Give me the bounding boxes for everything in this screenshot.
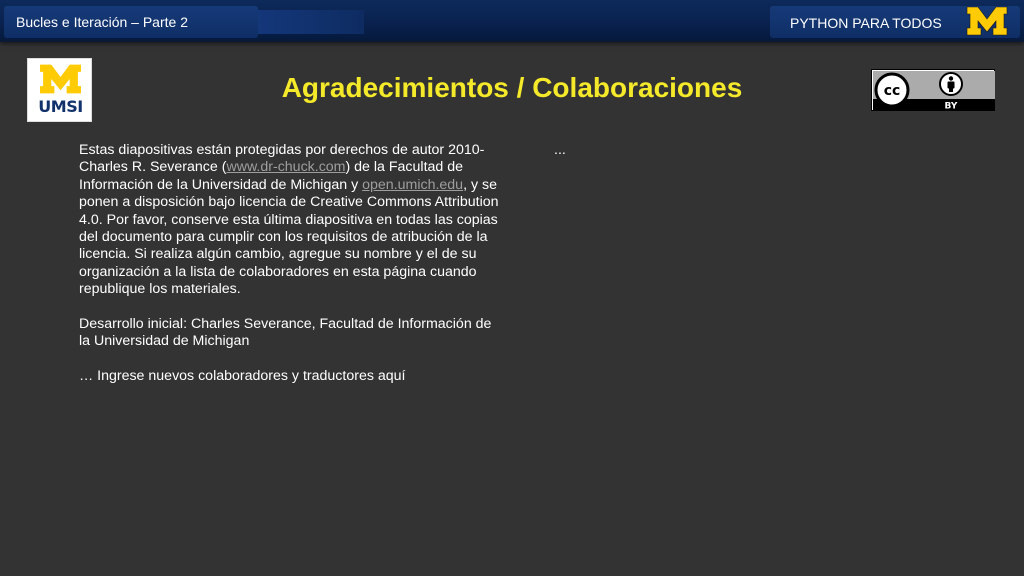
open-umich-link[interactable]: open.umich.edu [362, 176, 464, 193]
course-name: PYTHON PARA TODOS [790, 15, 942, 31]
header-bar [0, 0, 1024, 42]
header-title-tail [258, 10, 364, 34]
by-text: BY [944, 101, 958, 112]
contributors-list: ... [554, 142, 566, 158]
license-text-3: , y se ponen a disposición bajo licencia de Creative Commons Attribution 4.0. Por favor, conserve esta última diapositiva en todas las copias del documento para cumplir con los requisitos de atribución de la licencia. Si realiza algún cambio, agregue su nombre y el de su organización a la lista de colaboradores en esta página cuando republique los materiales. [79, 176, 499, 298]
license-text-1: Estas diapositivas están protegidas por derechos de autor 2010- Charles R. Severance ( [79, 142, 485, 176]
license-text-2: ) de la Facultad de Información de la Universidad de Michigan y [79, 159, 464, 193]
cc-by-icon [872, 70, 996, 112]
michigan-m-logo [966, 6, 1008, 36]
cc-by-badge [871, 69, 995, 111]
lecture-title: Bucles e Iteración – Parte 2 [16, 14, 188, 30]
dr-chuck-link[interactable]: www.dr-chuck.com [226, 159, 346, 176]
umsi-logo-text: UMSI [38, 97, 83, 116]
acknowledgements-text [79, 142, 499, 403]
contributors-placeholder: … Ingrese nuevos colaboradores y traductores aquí [79, 368, 406, 385]
initial-development-paragraph: Desarrollo inicial: Charles Severance, Facultad de Información de la Universidad de Michigan [79, 316, 492, 350]
cc-text: cc [883, 83, 901, 99]
license-paragraph [79, 142, 499, 299]
slide-title: Agradecimientos / Colaboraciones [281, 72, 743, 103]
